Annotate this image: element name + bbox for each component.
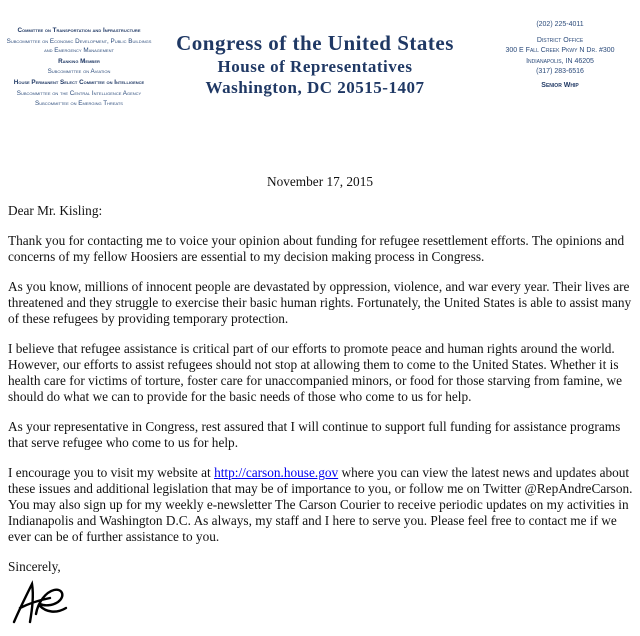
website-link[interactable]: http://carson.house.gov (214, 465, 339, 480)
committee-list (4, 26, 154, 110)
letterhead-title (160, 30, 470, 98)
letterhead (0, 0, 640, 170)
paragraph-4: As your representative in Congress, rest assured that I will continue to support full funding for assistance programs that serve refugee who come to us for help. (8, 419, 621, 450)
paragraph-1: Thank you for contacting me to voice your opinion about funding for refugee resettlement efforts. The opinions and concerns of my fellow Hoosiers are essential to my decision making process in Congress. (8, 233, 625, 264)
district-office-label: District Office (536, 36, 584, 44)
committee-item: Subcommittee on Aviation (47, 68, 111, 76)
paragraph-5-end: where you can view the latest news and updates about these issues and additional legislation that may be of importance to you, or follow me on Twitter @RepAndreCarson. You may also sign up for my weekly e-newsletter The Carson Courier to receive periodic updates on my activities in Indianapolis and Washington D.C. As always, my staff and I here to serve you. Please feel free to contact me if we ever can be of further assistance to you. (8, 465, 633, 544)
committee-item: Subcommittee on Emerging Threats (35, 100, 123, 108)
salutation: Dear Mr. Kisling: (8, 203, 103, 218)
title-congress: Congress of the United States (176, 31, 454, 55)
district-address-line1: 300 E Fall Creek Pkwy N Dr. #300 (505, 47, 615, 54)
committee-item: House Permanent Select Committee on Intelligence (13, 78, 145, 86)
letter-date: November 17, 2015 (267, 174, 373, 189)
committee-item: Committee on Transportation and Infrastructure (17, 27, 141, 34)
signature (10, 578, 70, 628)
closing: Sincerely, (8, 559, 61, 574)
district-phone: (317) 283-6516 (536, 68, 584, 75)
dc-phone: (202) 225-4011 (536, 21, 584, 28)
contact-info (484, 20, 636, 91)
committee-item: Subcommittee on the Central Intelligence Agency (16, 89, 142, 97)
letter-body (8, 203, 636, 589)
title-address: Washington, DC 20515-1407 (205, 78, 425, 97)
paragraph-3: I believe that refugee assistance is critical part of our efforts to promote peace and human rights around the world. However, our efforts to assist refugees should not stop at allowing them to come to the United States. Whether it is health care for victims of torture, foster care for unaccompanied minors, or food for those starving from famine, we should do what we can to provide for the basic needs of those who come to us for help. (8, 341, 623, 404)
paragraph-5 (8, 465, 636, 545)
title-house: House of Representatives (217, 57, 413, 76)
committee-item: Subcommittee on Economic Development, Public Buildings and Emergency Management (6, 37, 152, 55)
district-address-line2: Indianapolis, IN 46205 (526, 57, 594, 65)
paragraph-5-start: I encourage you to visit my website at (8, 465, 215, 480)
paragraph-2: As you know, millions of innocent people are devastated by oppression, violence, and war every year. Their lives are threatened and they struggle to exercise their basic human rights. Fortunately, the United States is able to assist many of these refugees by providing temporary protection. (8, 279, 632, 326)
role-title: Senior Whip (541, 81, 579, 89)
committee-item: Ranking Member (58, 57, 100, 65)
